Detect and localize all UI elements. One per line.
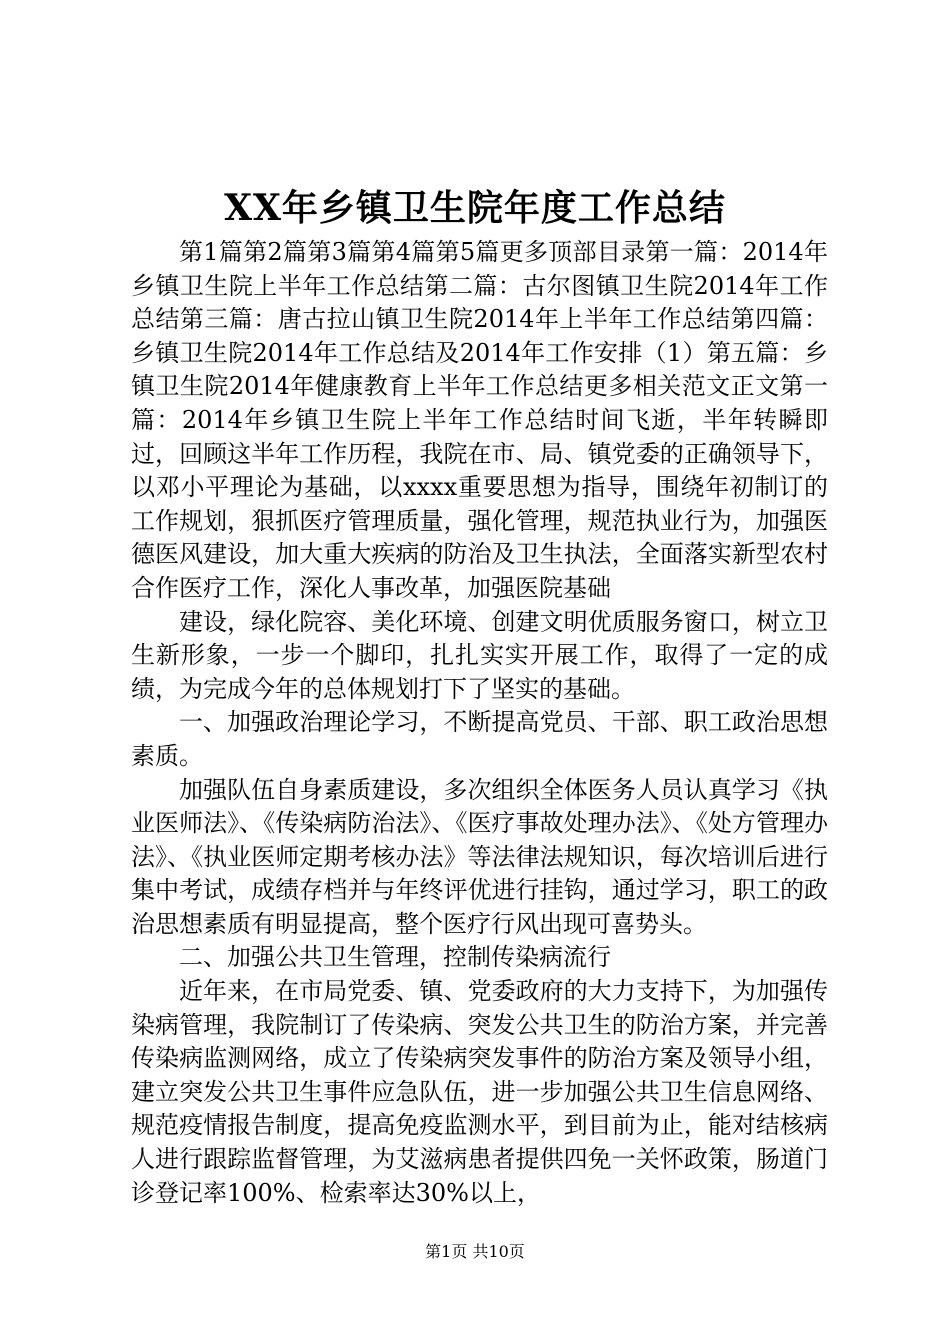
paragraph-3: 一、加强政治理论学习，不断提高党员、干部、职工政治思想素质。 (131, 708, 828, 770)
paragraph-5: 二、加强公共卫生管理，控制传染病流行 (179, 943, 611, 972)
document-body (131, 236, 828, 1210)
page-footer: 第1页 共10页 (425, 1242, 525, 1261)
paragraph-4: 加强队伍自身素质建设，多次组织全体医务人员认真学习《执业医师法》、《传染病防治法》、《医疗事故处理办法》、《处方管理办法》、《执业医师定期考核办法》等法律法规知识，每次培训后进行集中考试，成绩存档并与年终评优进行挂钩，通过学习，职工的政治思想素质有明显提高，整个医疗行风出现可喜势头。 (131, 775, 828, 938)
paragraph-6: 近年来，在市局党委、镇、党委政府的大力支持下，为加强传染病管理，我院制订了传染病、突发公共卫生的防治方案，并完善传染病监测网络，成立了传染病突发事件的防治方案及领导小组，建立突发公共卫生事件应急队伍，进一步加强公共卫生信息网络、规范疫情报告制度，提高免疫监测水平，到目前为止，能对结核病人进行跟踪监督管理，为艾滋病患者提供四免一关怀政策，肠道门诊登记率100%、检索率达30%以上， (131, 977, 828, 1207)
document-title: XX年乡镇卫生院年度工作总结 (224, 187, 726, 229)
paragraph-2: 建设，绿化院容、美化环境、创建文明优质服务窗口，树立卫生新形象，一步一个脚印，扎扎实实开展工作，取得了一定的成绩，为完成今年的总体规划打下了坚实的基础。 (131, 607, 828, 703)
paragraph-1: 第1篇第2篇第3篇第4篇第5篇更多顶部目录第一篇：2014年乡镇卫生院上半年工作总结第二篇：古尔图镇卫生院2014年工作总结第三篇：唐古拉山镇卫生院2014年上半年工作总结第四篇：乡镇卫生院2014年工作总结及2014年工作安排（1）第五篇：乡镇卫生院2014年健康教育上半年工作总结更多相关范文正文第一篇：2014年乡镇卫生院上半年工作总结时间飞逝，半年转瞬即过，回顾这半年工作历程，我院在市、局、镇党委的正确领导下，以邓小平理论为基础，以xxxx重要思想为指导，围绕年初制订的工作规划，狠抓医疗管理质量，强化管理，规范执业行为，加强医德医风建设，加大重大疾病的防治及卫生执法，全面落实新型农村合作医疗工作，深化人事改革，加强医院基础 (131, 238, 828, 602)
